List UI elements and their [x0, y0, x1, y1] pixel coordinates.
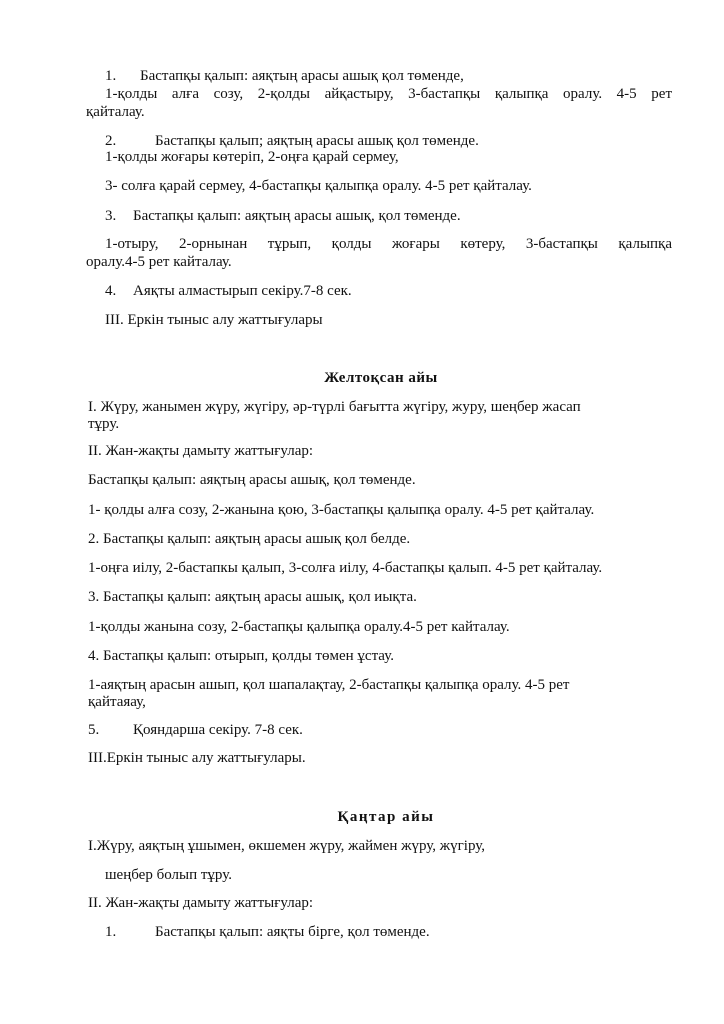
exercise-body: 1-оңға иілу, 2-бастапкы қалып, 3-солға иілу, 4-бастапқы қалып. 4-5 рет қайталау.	[88, 560, 603, 576]
item-number: 1.	[105, 68, 117, 84]
exercise-title: 4. Бастапқы қалып: отырып, қолды төмен ұстау.	[88, 648, 394, 664]
exercise-title: 2. Бастапқы қалып: аяқтың арасы ашық қол белде.	[88, 531, 411, 547]
section-part: III.Еркін тыныс алу жаттығулары.	[88, 750, 306, 766]
paragraph-line: оралу.4-5 рет кайталау.	[86, 254, 232, 270]
item-title: Бастапқы қалып: аяқтың арасы ашық қол төменде,	[140, 68, 464, 84]
paragraph-line: шеңбер болып тұру.	[105, 867, 232, 883]
exercise-title: Бастапқы қалып: аяқты бірге, қол төменде.	[155, 924, 430, 940]
paragraph-line: тұру.	[88, 416, 120, 432]
paragraph-line: 1-қолды жоғары көтеріп, 2-оңға қарай сермеу,	[105, 149, 399, 165]
item-number: 5.	[88, 722, 100, 738]
section-part: II. Жан-жақты дамыту жаттығулар:	[88, 895, 314, 911]
exercise-body: 1-аяқтың арасын ашып, қол шапалақтау, 2-бастапқы қалыпқа оралу. 4-5 рет	[88, 677, 570, 693]
item-title: Бастапқы қалып: аяқтың арасы ашық, қол төменде.	[133, 208, 461, 224]
exercise-title: 3. Бастапқы қалып: аяқтың арасы ашық, қол иықта.	[88, 589, 417, 605]
exercise-body: 1- қолды алға созу, 2-жанына қою, 3-бастапқы қалыпқа оралу. 4-5 рет қайталау.	[88, 502, 595, 518]
section-part: III. Еркін тыныс алу жаттығулары	[105, 312, 323, 328]
exercise-title: Қояндарша секіру. 7-8 сек.	[133, 722, 303, 738]
item-number: 3.	[105, 208, 117, 224]
exercise-body: 1-қолды жанына созу, 2-бастапқы қалыпқа оралу.4-5 рет кайталау.	[88, 619, 510, 635]
item-title: Бастапқы қалып; аяқтың арасы ашық қол төменде.	[155, 133, 479, 149]
paragraph-line: 3- солға қарай сермеу, 4-бастапқы қалыпқа оралу. 4-5 рет қайталау.	[105, 178, 532, 194]
section-title-january: Қаңтар айы	[337, 809, 435, 825]
exercise-body: қайтаяау,	[88, 694, 146, 710]
section-title-december: Желтоқсан айы	[324, 370, 438, 386]
item-number: 4.	[105, 283, 117, 299]
paragraph-line: 1-отыру, 2-орнынан тұрып, қолды жоғары көтеру, 3-бастапқы қалыпқа	[105, 236, 672, 252]
item-number: 1.	[105, 924, 117, 940]
paragraph-line: қайталау.	[86, 104, 145, 120]
section-part: II. Жан-жақты дамыту жаттығулар:	[88, 443, 314, 459]
paragraph-line: 1-қолды алға созу, 2-қолды айқастыру, 3-бастапқы қалыпқа оралу. 4-5 рет	[105, 86, 672, 102]
item-title: Аяқты алмастырып секіру.7-8 сек.	[133, 283, 352, 299]
exercise-title: Бастапқы қалып: аяқтың арасы ашық, қол төменде.	[88, 472, 416, 488]
paragraph-line: I.Жүру, аяқтың ұшымен, өкшемен жүру, жаймен жүру, жүгіру,	[88, 838, 486, 854]
item-number: 2.	[105, 133, 117, 149]
paragraph-line: I. Жүру, жанымен жүру, жүгіру, әр-түрлі бағытта жүгіру, журу, шеңбер жасап	[88, 399, 581, 415]
